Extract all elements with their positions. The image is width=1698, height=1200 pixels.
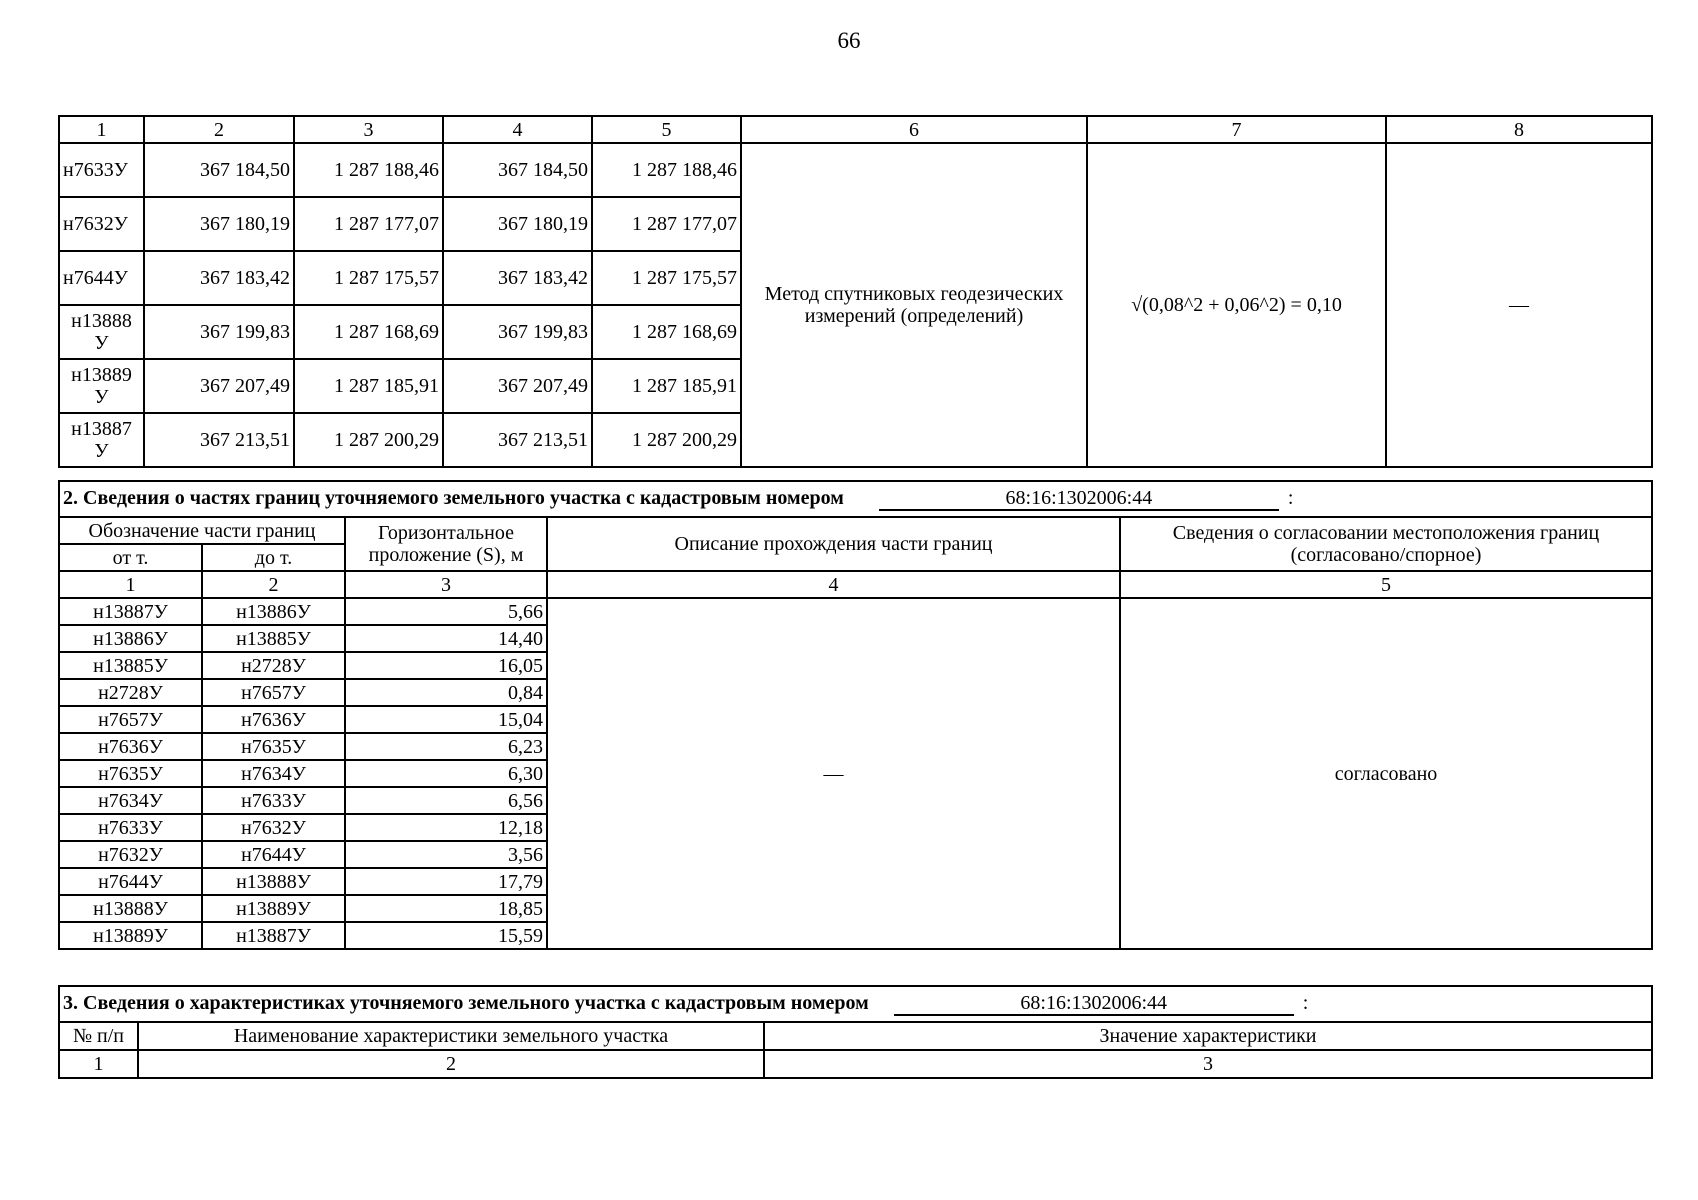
page-number: 66 — [837, 28, 861, 53]
agreement-cell: согласовано — [1120, 598, 1652, 949]
accuracy-cell: √(0,08^2 + 0,06^2) = 0,10 — [1087, 143, 1386, 467]
x-coordinate: 367 183,42 — [144, 251, 294, 305]
horizontal-distance: 14,40 — [345, 625, 547, 652]
y-coordinate: 1 287 185,91 — [592, 359, 741, 413]
section-2-cadastral-number: 68:16:1302006:44 — [879, 487, 1279, 511]
method-cell: Метод спутниковых геодезических измерений (определений) — [741, 143, 1087, 467]
to-point: н7634У — [202, 760, 345, 787]
column-number: 5 — [1120, 571, 1652, 598]
column-number: 4 — [547, 571, 1120, 598]
horizontal-distance: 5,66 — [345, 598, 547, 625]
column-number: 2 — [144, 116, 294, 143]
column-number: 3 — [294, 116, 443, 143]
boundary-parts-table — [58, 480, 1653, 950]
to-point: н13885У — [202, 625, 345, 652]
table-row — [59, 598, 1652, 625]
from-header: от т. — [59, 544, 202, 571]
from-point: н13889У — [59, 922, 202, 949]
column-number: 4 — [443, 116, 592, 143]
column-number: 2 — [138, 1050, 764, 1078]
from-point: н7632У — [59, 841, 202, 868]
x-coordinate: 367 184,50 — [144, 143, 294, 197]
header-row — [59, 517, 1652, 544]
horizontal-distance: 17,79 — [345, 868, 547, 895]
from-point: н13886У — [59, 625, 202, 652]
x-coordinate: 367 180,19 — [443, 197, 592, 251]
to-header: до т. — [202, 544, 345, 571]
y-coordinate: 1 287 177,07 — [294, 197, 443, 251]
y-coordinate: 1 287 188,46 — [592, 143, 741, 197]
agreement-header: Сведения о согласовании местоположения границ (согласовано/спорное) — [1120, 517, 1652, 571]
y-coordinate: 1 287 200,29 — [294, 413, 443, 467]
horizontal-distance: 18,85 — [345, 895, 547, 922]
column-8-cell: — — [1386, 143, 1652, 467]
from-point: н13888У — [59, 895, 202, 922]
y-coordinate: 1 287 188,46 — [294, 143, 443, 197]
x-coordinate: 367 207,49 — [144, 359, 294, 413]
horizontal-distance: 12,18 — [345, 814, 547, 841]
column-number-row — [59, 116, 1652, 143]
to-point: н13887У — [202, 922, 345, 949]
x-coordinate: 367 199,83 — [144, 305, 294, 359]
section-2-title-cell — [59, 481, 1652, 517]
x-coordinate: 367 213,51 — [443, 413, 592, 467]
x-coordinate: 367 213,51 — [144, 413, 294, 467]
from-point: н7644У — [59, 868, 202, 895]
to-point: н7636У — [202, 706, 345, 733]
column-number: 1 — [59, 1050, 138, 1078]
column-number-row — [59, 571, 1652, 598]
characteristics-table — [58, 985, 1653, 1079]
from-point: н7634У — [59, 787, 202, 814]
to-point: н7635У — [202, 733, 345, 760]
y-coordinate: 1 287 175,57 — [294, 251, 443, 305]
horizontal-distance: 6,30 — [345, 760, 547, 787]
x-coordinate: 367 199,83 — [443, 305, 592, 359]
column-number: 7 — [1087, 116, 1386, 143]
point-name: н7633У — [59, 143, 144, 197]
x-coordinate: 367 207,49 — [443, 359, 592, 413]
from-point: н7633У — [59, 814, 202, 841]
coordinates-table — [58, 115, 1653, 468]
horizontal-distance: 15,59 — [345, 922, 547, 949]
description-cell: — — [547, 598, 1120, 949]
horizontal-distance: 6,56 — [345, 787, 547, 814]
point-name: н7644У — [59, 251, 144, 305]
y-coordinate: 1 287 168,69 — [294, 305, 443, 359]
from-point: н2728У — [59, 679, 202, 706]
to-point: н13886У — [202, 598, 345, 625]
horizontal-distance: 15,04 — [345, 706, 547, 733]
value-header: Значение характеристики — [764, 1022, 1652, 1050]
y-coordinate: 1 287 200,29 — [592, 413, 741, 467]
section-2-title: 2. Сведения о частях границ уточняемого земельного участка с кадастровым номером — [63, 487, 844, 509]
column-number: 1 — [59, 116, 144, 143]
x-coordinate: 367 184,50 — [443, 143, 592, 197]
point-name: н7632У — [59, 197, 144, 251]
horizontal-distance: 0,84 — [345, 679, 547, 706]
x-coordinate: 367 180,19 — [144, 197, 294, 251]
column-number: 3 — [764, 1050, 1652, 1078]
y-coordinate: 1 287 177,07 — [592, 197, 741, 251]
section-2-colon: : — [1287, 487, 1294, 509]
section-3-colon: : — [1302, 992, 1309, 1014]
num-header: № п/п — [59, 1022, 138, 1050]
point-name: н13888 У — [59, 305, 144, 359]
to-point: н7632У — [202, 814, 345, 841]
horizontal-distance: 3,56 — [345, 841, 547, 868]
name-header: Наименование характеристики земельного участка — [138, 1022, 764, 1050]
description-header: Описание прохождения части границ — [547, 517, 1120, 571]
horizontal-distance: 16,05 — [345, 652, 547, 679]
from-point: н7635У — [59, 760, 202, 787]
section-3-title-cell — [59, 986, 1652, 1022]
from-point: н7657У — [59, 706, 202, 733]
to-point: н13889У — [202, 895, 345, 922]
from-point: н13885У — [59, 652, 202, 679]
y-coordinate: 1 287 168,69 — [592, 305, 741, 359]
column-number-row — [59, 1050, 1652, 1078]
section-3-title: 3. Сведения о характеристиках уточняемого земельного участка с кадастровым номером — [63, 992, 869, 1014]
section-3-header-row — [59, 986, 1652, 1022]
y-coordinate: 1 287 185,91 — [294, 359, 443, 413]
column-number: 8 — [1386, 116, 1652, 143]
table-row — [59, 143, 1652, 197]
to-point: н2728У — [202, 652, 345, 679]
horizontal-header: Горизонтальное проложение (S), м — [345, 517, 547, 571]
point-name: н13887 У — [59, 413, 144, 467]
y-coordinate: 1 287 175,57 — [592, 251, 741, 305]
horizontal-distance: 6,23 — [345, 733, 547, 760]
column-number: 2 — [202, 571, 345, 598]
x-coordinate: 367 183,42 — [443, 251, 592, 305]
column-number: 6 — [741, 116, 1087, 143]
to-point: н7657У — [202, 679, 345, 706]
point-name: н13889 У — [59, 359, 144, 413]
column-number: 1 — [59, 571, 202, 598]
from-point: н13887У — [59, 598, 202, 625]
header-row — [59, 1022, 1652, 1050]
section-2-header-row — [59, 481, 1652, 517]
to-point: н7644У — [202, 841, 345, 868]
from-point: н7636У — [59, 733, 202, 760]
to-point: н7633У — [202, 787, 345, 814]
column-number: 3 — [345, 571, 547, 598]
section-3-cadastral-number: 68:16:1302006:44 — [894, 992, 1294, 1016]
designation-header: Обозначение части границ — [59, 517, 345, 544]
column-number: 5 — [592, 116, 741, 143]
to-point: н13888У — [202, 868, 345, 895]
